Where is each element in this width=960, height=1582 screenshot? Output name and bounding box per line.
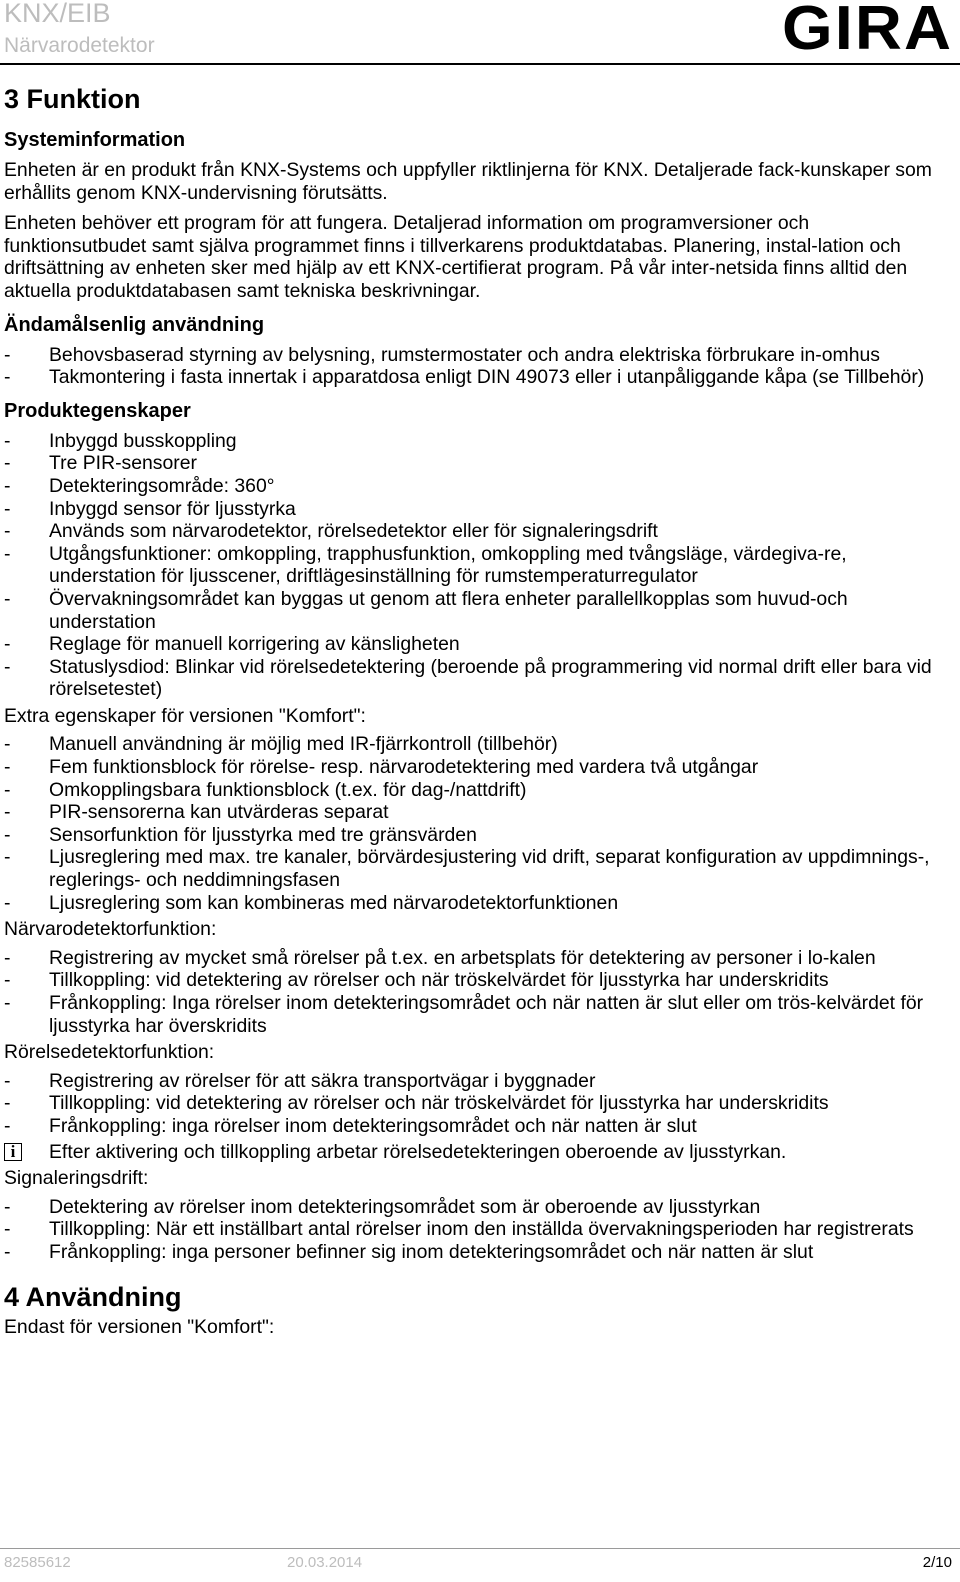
list-item bbox=[4, 992, 954, 1037]
list-item bbox=[4, 1218, 954, 1241]
list-item bbox=[4, 543, 954, 588]
list-bullet-dash: - bbox=[4, 520, 11, 543]
list-item bbox=[4, 1070, 954, 1093]
list-bullet-dash: - bbox=[4, 1114, 11, 1137]
info-icon: i bbox=[4, 1143, 22, 1161]
list-item-text: Takmontering i fasta innertak i apparatdosa enligt DIN 49073 eller i utanpåliggande kåpa (se Tillbehör) bbox=[49, 366, 925, 389]
list-item bbox=[4, 588, 954, 633]
list-item bbox=[4, 1115, 954, 1138]
section-heading-anvandning: 4 Användning bbox=[4, 1281, 182, 1312]
list-bullet-dash: - bbox=[4, 366, 11, 389]
list-bullet-dash: - bbox=[4, 756, 11, 779]
list-item-text: Inbyggd busskoppling bbox=[49, 429, 237, 452]
list-item bbox=[4, 1241, 954, 1264]
list-bullet-dash: - bbox=[4, 633, 11, 656]
list-item bbox=[4, 779, 954, 802]
list-item bbox=[4, 1196, 954, 1219]
list-item-text: Registrering av rörelser för att säkra transportvägar i byggnader bbox=[49, 1069, 596, 1092]
subheading-product-features: Produktegenskaper bbox=[4, 399, 191, 422]
list-presence-function bbox=[4, 947, 954, 1037]
list-item-text: Fem funktionsblock för rörelse- resp. närvarodetektering med vardera två utgångar bbox=[49, 756, 759, 779]
list-bullet-dash: - bbox=[4, 846, 11, 869]
subheading-systeminformation: Systeminformation bbox=[4, 129, 186, 151]
list-bullet-dash: - bbox=[4, 343, 11, 366]
list-bullet-dash: - bbox=[4, 969, 11, 992]
list-item bbox=[4, 520, 954, 543]
list-bullet-dash: - bbox=[4, 1218, 11, 1241]
list-item bbox=[4, 430, 954, 453]
list-item bbox=[4, 498, 954, 521]
list-item-text: Registrering av mycket små rörelser på t.ex. en arbetsplats för detektering av personer i lo-kalen bbox=[49, 946, 876, 969]
list-item-text: Sensorfunktion för ljusstyrka med tre gränsvärden bbox=[49, 823, 477, 846]
list-item bbox=[4, 801, 954, 824]
list-bullet-dash: - bbox=[4, 452, 11, 475]
list-bullet-dash: - bbox=[4, 823, 11, 846]
footer-page-number: 2/10 bbox=[922, 1554, 952, 1571]
list-item-text: Frånkoppling: inga personer befinner sig inom detekteringsområdet och när natten är slut bbox=[49, 1240, 814, 1263]
list-item-text: Ljusreglering med max. tre kanaler, börvärdesjustering vid drift, separat konfiguration av uppdimnings-, reglerings- och neddimningsfasen bbox=[49, 846, 930, 892]
list-item-text: Tillkoppling: vid detektering av rörelser och när tröskelvärdet för ljusstyrka har underskridits bbox=[49, 1092, 829, 1115]
list-item-text: Inbyggd sensor för ljusstyrka bbox=[49, 497, 296, 520]
label-signaling: Signaleringsdrift: bbox=[4, 1167, 149, 1190]
list-item-text: Utgångsfunktioner: omkoppling, trapphusfunktion, omkoppling med tvångsläge, värdegiva-re, understation för ljusscener, driftlägesinställning för rumstemperaturregulator bbox=[49, 542, 847, 588]
header-subtitle: Närvarodetektor bbox=[4, 34, 155, 57]
gira-logo: GIRA bbox=[782, 0, 954, 63]
list-item bbox=[4, 475, 954, 498]
list-bullet-dash: - bbox=[4, 429, 11, 452]
list-item bbox=[4, 969, 954, 992]
label-motion-function: Rörelsedetektorfunktion: bbox=[4, 1041, 215, 1064]
list-bullet-dash: - bbox=[4, 778, 11, 801]
footer-divider bbox=[0, 1548, 960, 1549]
list-item bbox=[4, 1092, 954, 1115]
list-item-text: Övervakningsområdet kan byggas ut genom att flera enheter parallellkopplas som huvud-och understation bbox=[49, 587, 848, 633]
list-bullet-dash: - bbox=[4, 497, 11, 520]
list-item-text: Statuslysdiod: Blinkar vid rörelsedetektering (beroende på programmering vid normal drift eller bara vid rörelsetestet) bbox=[49, 655, 932, 701]
list-item-text: Ljusreglering som kan kombineras med närvarodetektorfunktionen bbox=[49, 891, 619, 914]
list-bullet-dash: - bbox=[4, 474, 11, 497]
list-bullet-dash: - bbox=[4, 992, 11, 1014]
section-heading-funktion: 3 Funktion bbox=[4, 84, 141, 114]
list-item bbox=[4, 756, 954, 779]
paragraph-system-2: Enheten behöver ett program för att fungera. Detaljerad information om programversioner och funktionsutbudet samt själva programmet finns i tillverkarens produktdatabas. Planering, instal-lation och driftsättning av enheten sker med hjälp av ett KNX-certifierat program. På vår inter-netsida finns alltid den aktuella produktdatabasen samt tekniska beskrivningar. bbox=[4, 212, 908, 302]
list-item bbox=[4, 344, 954, 367]
list-item bbox=[4, 656, 954, 701]
list-item bbox=[4, 633, 954, 656]
list-bullet-dash: - bbox=[4, 946, 11, 969]
list-bullet-dash: - bbox=[4, 1240, 11, 1263]
list-item bbox=[4, 846, 954, 891]
list-bullet-dash: - bbox=[4, 587, 11, 610]
footer-document-id: 82585612 bbox=[4, 1554, 71, 1571]
document-body bbox=[4, 80, 954, 1338]
list-item-text: Tre PIR-sensorer bbox=[49, 452, 197, 475]
list-signaling bbox=[4, 1196, 954, 1264]
info-note-text: Efter aktivering och tillkoppling arbetar rörelsedetekteringen oberoende av ljusstyrkan. bbox=[49, 1140, 787, 1163]
paragraph-komfort-only: Endast för versionen "Komfort": bbox=[4, 1315, 275, 1338]
list-item-text: Detekteringsområde: 360° bbox=[49, 474, 275, 497]
header-title: KNX/EIB bbox=[4, 0, 111, 28]
label-komfort-extra: Extra egenskaper för versionen "Komfort": bbox=[4, 704, 366, 727]
list-motion-function bbox=[4, 1070, 954, 1138]
list-komfort-extra bbox=[4, 733, 954, 914]
list-item-text: Tillkoppling: När ett inställbart antal rörelser inom den inställda övervakningsperioden har registrerats bbox=[49, 1218, 914, 1241]
list-bullet-dash: - bbox=[4, 542, 11, 565]
info-note bbox=[4, 1141, 954, 1164]
list-item-text: Behovsbaserad styrning av belysning, rumstermostater och andra elektriska förbrukare in-omhus bbox=[49, 343, 880, 366]
list-item-text: Tillkoppling: vid detektering av rörelser och när tröskelvärdet för ljusstyrka har underskridits bbox=[49, 969, 829, 992]
list-bullet-dash: - bbox=[4, 1195, 11, 1218]
list-bullet-dash: - bbox=[4, 891, 11, 914]
footer-date: 20.03.2014 bbox=[287, 1554, 363, 1571]
paragraph-system-1: Enheten är en produkt från KNX-Systems och uppfyller riktlinjerna för KNX. Detaljerade fack-kunskaper som erhållits genom KNX-undervisning förutsätts. bbox=[4, 159, 932, 204]
page-footer bbox=[0, 1548, 960, 1582]
list-item bbox=[4, 366, 954, 389]
list-item bbox=[4, 947, 954, 970]
list-bullet-dash: - bbox=[4, 733, 11, 756]
header-divider bbox=[0, 63, 960, 65]
subheading-intended-use: Ändamålsenlig användning bbox=[4, 313, 265, 336]
list-item bbox=[4, 733, 954, 756]
list-intended-use bbox=[4, 344, 954, 389]
list-bullet-dash: - bbox=[4, 1069, 11, 1092]
list-item bbox=[4, 892, 954, 915]
list-item-text: Detektering av rörelser inom detekteringsområdet som är oberoende av ljusstyrkan bbox=[49, 1195, 761, 1218]
list-item-text: Frånkoppling: inga rörelser inom detekteringsområdet och när natten är slut bbox=[49, 1114, 697, 1137]
list-item-text: PIR-sensorerna kan utvärderas separat bbox=[49, 801, 389, 824]
list-item-text: Frånkoppling: Inga rörelser inom detekteringsområdet och när natten är slut eller om trös-kelvärdet för ljusstyrka har överskridits bbox=[49, 992, 924, 1037]
page-header bbox=[0, 0, 960, 66]
list-product-features bbox=[4, 430, 954, 701]
list-item bbox=[4, 452, 954, 475]
list-item-text: Manuell användning är möjlig med IR-fjärrkontroll (tillbehör) bbox=[49, 733, 558, 756]
list-item-text: Omkopplingsbara funktionsblock (t.ex. för dag-/nattdrift) bbox=[49, 778, 527, 801]
list-item-text: Reglage för manuell korrigering av känsligheten bbox=[49, 633, 460, 656]
list-bullet-dash: - bbox=[4, 1092, 11, 1115]
list-item bbox=[4, 824, 954, 847]
list-bullet-dash: - bbox=[4, 655, 11, 678]
list-item-text: Används som närvarodetektor, rörelsedetektor eller för signaleringsdrift bbox=[49, 520, 658, 543]
label-presence-function: Närvarodetektorfunktion: bbox=[4, 918, 217, 941]
list-bullet-dash: - bbox=[4, 801, 11, 824]
